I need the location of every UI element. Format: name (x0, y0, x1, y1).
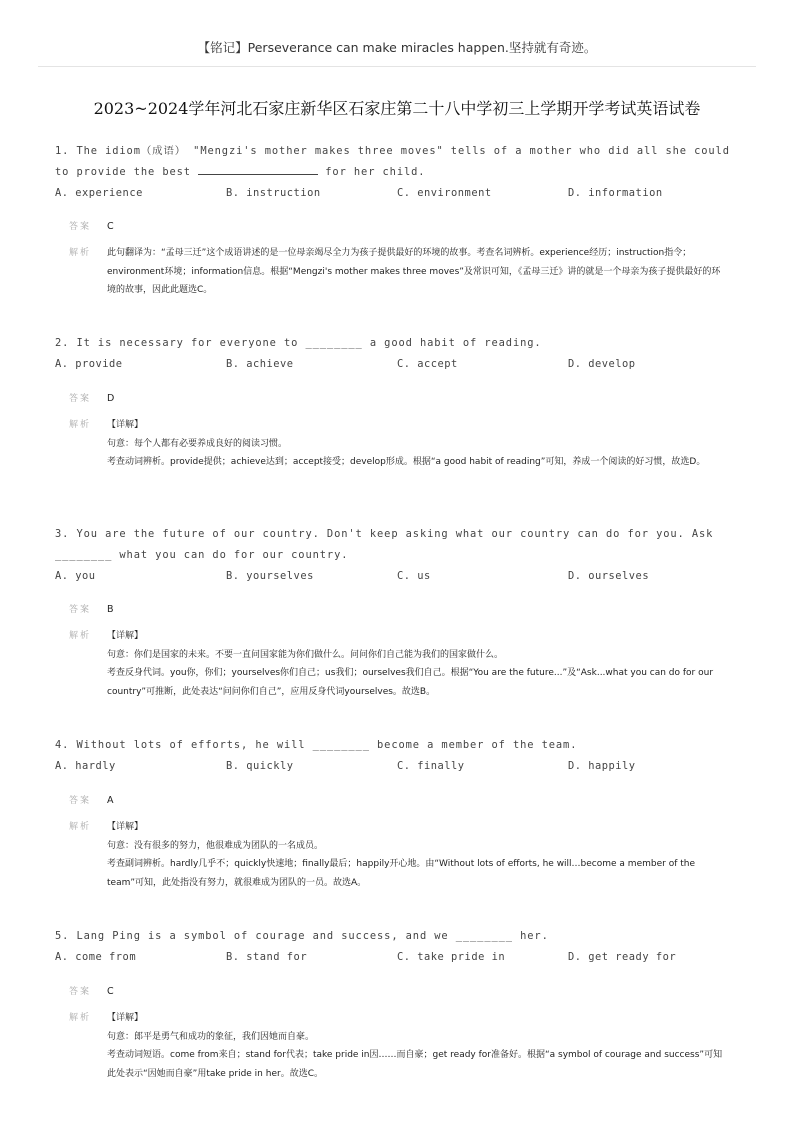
page-title: 2023~2024学年河北石家庄新华区石家庄第二十八中学初三上学期开学考试英语试卷 (93, 99, 701, 118)
option-a: A. you (55, 570, 96, 582)
analysis-label: 解析 (69, 631, 92, 641)
analysis-label: 解析 (69, 420, 92, 430)
option-b: B. yourselves (226, 570, 314, 582)
answer-block-3 (55, 601, 745, 701)
option-d: D. get ready for (568, 951, 677, 963)
answer-label: 答案 (69, 605, 92, 615)
question-stem: 4. Without lots of efforts, he will ________ become a member of the team. (55, 739, 578, 751)
option-d: D. information (568, 187, 663, 199)
options-row (55, 947, 745, 968)
option-b: B. instruction (226, 187, 321, 199)
analysis-line: 考查动词短语。come from来自；stand for代表；take pride in因……而自豪；get ready for准备好。根据“a symbol of courage and success”可知此处表示“因她而自豪”用take pride in her。故选C。 (107, 1050, 723, 1079)
option-d: D. ourselves (568, 570, 650, 582)
question-4 (55, 735, 745, 777)
analysis-text (107, 627, 727, 701)
option-a: A. come from (55, 951, 137, 963)
analysis-line: 【详解】 (107, 1013, 144, 1023)
answer-label: 答案 (69, 394, 92, 404)
option-b: B. stand for (226, 951, 308, 963)
analysis-line: 句意：每个人都有必要养成良好的阅读习惯。 (107, 438, 288, 449)
question-2 (55, 333, 745, 375)
answer-value: A (107, 795, 114, 806)
analysis-line: 【详解】 (107, 631, 144, 641)
analysis-text (107, 416, 727, 472)
analysis-line: 考查副词辨析。hardly几乎不；quickly快速地；finally最后；happily开心地。由“Without lots of efforts, he will…become a member of the team”可知，此处指没有努力，就很难成为团队的一员。故选A。 (107, 859, 695, 888)
analysis-line: 考查反身代词。you你，你们；yourselves你们自己；us我们；ourselves我们自己。根据“You are the future...”及“Ask...what you can do for our country”可推断，此处表达“问问你们自己”，应用反身代词yourselves。故选B。 (107, 668, 714, 697)
answer-value: B (107, 604, 114, 615)
option-a: A. hardly (55, 760, 116, 772)
option-a: A. provide (55, 358, 123, 370)
options-row (55, 354, 745, 375)
answer-value: D (107, 393, 115, 404)
analysis-label: 解析 (69, 1013, 92, 1023)
question-stem: 2. It is necessary for everyone to ________ a good habit of reading. (55, 337, 542, 349)
option-b: B. achieve (226, 358, 294, 370)
option-b: B. quickly (226, 760, 294, 772)
analysis-line: 句意：你们是国家的未来。不要一直问国家能为你们做什么。问问你们自己能为我们的国家做什么。 (107, 649, 504, 660)
answer-value: C (107, 986, 114, 997)
analysis-line: 此句翻译为：“孟母三迁”这个成语讲述的是一位母亲竭尽全力为孩子提供最好的环境的故事。考查名词辨析。experience经历；instruction指令；environment环境；information信息。根据“Mengzi's mother makes three moves”及常识可知，《孟母三迁》讲的就是一个母亲为孩子提供最好的环境的故事，因此此题选C。 (107, 248, 721, 295)
answer-blank (198, 163, 318, 175)
options-row (55, 183, 745, 204)
answer-label: 答案 (69, 796, 92, 806)
answer-label: 答案 (69, 987, 92, 997)
option-d: D. happily (568, 760, 636, 772)
analysis-line: 句意：没有很多的努力，他很难成为团队的一名成员。 (107, 840, 324, 851)
question-5 (55, 926, 745, 968)
analysis-line: 【详解】 (107, 822, 144, 832)
question-1 (55, 141, 745, 204)
analysis-line: 【详解】 (107, 420, 144, 430)
option-c: C. environment (397, 187, 492, 199)
answer-label: 答案 (69, 222, 92, 232)
analysis-line: 考查动词辨析。provide提供；achieve达到；accept接受；develop形成。根据“a good habit of reading”可知，养成一个阅读的好习惯，故选D。 (107, 457, 706, 467)
option-c: C. accept (397, 358, 458, 370)
stem-text: 1. The idiom（成语） "Mengzi's mother makes three moves" tells of a mother who did all she could to provide the best (55, 145, 738, 178)
analysis-label: 解析 (69, 822, 92, 832)
question-stem: 3. You are the future of our country. Don't keep asking what our country can do for you. Ask ________ what you can do for our country. (55, 528, 721, 561)
option-c: C. finally (397, 760, 465, 772)
answer-block-1 (55, 218, 745, 300)
question-3 (55, 524, 745, 587)
question-stem (55, 141, 745, 183)
header-divider (38, 66, 756, 67)
options-row (55, 566, 745, 587)
analysis-text (107, 1009, 727, 1083)
option-a: A. experience (55, 187, 143, 199)
analysis-text (107, 818, 727, 892)
analysis-label: 解析 (69, 248, 92, 258)
option-c: C. us (397, 570, 431, 582)
stem-text-end: for her child. (318, 166, 426, 178)
analysis-line: 句意：郎平是勇气和成功的象征，我们因她而自豪。 (107, 1031, 315, 1042)
answer-value: C (107, 221, 114, 232)
option-c: C. take pride in (397, 951, 506, 963)
answer-block-2 (55, 390, 745, 472)
option-d: D. develop (568, 358, 636, 370)
answer-block-4 (55, 792, 745, 892)
motto-header: 【铭记】Perseverance can make miracles happen.坚持就有奇迹。 (197, 40, 597, 55)
answer-block-5 (55, 983, 745, 1083)
options-row (55, 756, 745, 777)
question-stem: 5. Lang Ping is a symbol of courage and success, and we ________ her. (55, 930, 549, 942)
analysis-text (107, 244, 727, 300)
